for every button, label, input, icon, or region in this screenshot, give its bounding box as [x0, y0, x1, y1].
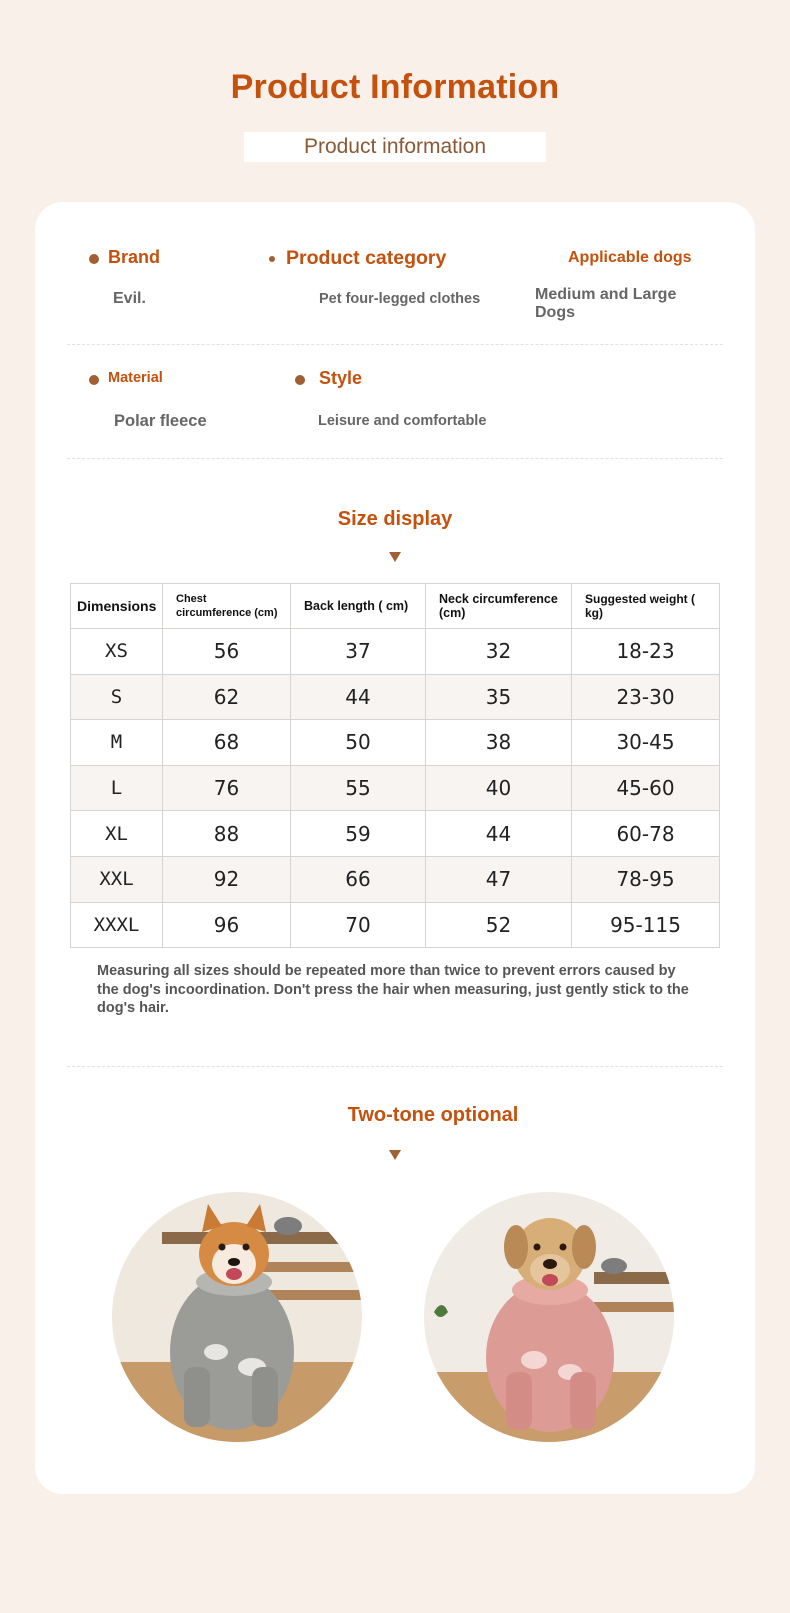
material-label: Material — [108, 370, 163, 386]
weight-cell: 23-30 — [572, 674, 720, 720]
chest-cell: 68 — [163, 720, 291, 766]
table-header: Chest circumference (cm) — [163, 584, 291, 629]
neck-cell: 38 — [426, 720, 572, 766]
material-value: Polar fleece — [114, 412, 207, 430]
table-header: Suggested weight ( kg) — [572, 584, 720, 629]
style-label: Style — [319, 368, 363, 388]
bullet-dot — [269, 256, 275, 262]
pink-dog-photo — [424, 1192, 674, 1442]
weight-cell: 60-78 — [572, 811, 720, 857]
size-cell: XL — [71, 811, 163, 857]
table-row — [71, 765, 720, 811]
applicable-dogs-label: Applicable dogs — [568, 249, 692, 266]
neck-cell: 44 — [426, 811, 572, 857]
bullet-dot — [89, 254, 99, 264]
back-length-cell: 55 — [291, 765, 426, 811]
weight-cell: 30-45 — [572, 720, 720, 766]
size-table — [70, 583, 720, 948]
table-row — [71, 811, 720, 857]
page-subtitle: Product information — [244, 132, 546, 162]
neck-cell: 32 — [426, 629, 572, 675]
brand-label: Brand — [108, 247, 161, 267]
page-title: Product Information — [230, 68, 560, 106]
chest-cell: 76 — [163, 765, 291, 811]
back-length-cell: 50 — [291, 720, 426, 766]
down-arrow-icon — [389, 1150, 401, 1160]
size-cell: XS — [71, 629, 163, 675]
chest-cell: 62 — [163, 674, 291, 720]
table-row — [71, 856, 720, 902]
style-value: Leisure and comfortable — [318, 413, 487, 429]
dashed-divider — [67, 344, 723, 345]
size-cell: XXXL — [71, 902, 163, 948]
grey-dog-photo — [112, 1192, 362, 1442]
category-value: Pet four-legged clothes — [319, 291, 481, 307]
table-header: Back length ( cm) — [291, 584, 426, 629]
neck-cell: 40 — [426, 765, 572, 811]
weight-cell: 45-60 — [572, 765, 720, 811]
size-cell: XXL — [71, 856, 163, 902]
size-cell: M — [71, 720, 163, 766]
brand-value: Evil. — [113, 290, 146, 307]
bullet-dot — [89, 375, 99, 385]
measuring-note: Measuring all sizes should be repeated more than twice to prevent errors caused by the dog's incoordination. Don't press the hair when measuring, just gently stick to the dog's hair. — [97, 963, 689, 1016]
table-row — [71, 720, 720, 766]
table-header-row — [71, 584, 720, 629]
weight-cell: 95-115 — [572, 902, 720, 948]
grey-dog-illustration — [112, 1192, 362, 1442]
bullet-dot — [295, 375, 305, 385]
table-row — [71, 902, 720, 948]
two-tone-heading: Two-tone optional — [347, 1104, 519, 1126]
chest-cell: 96 — [163, 902, 291, 948]
size-cell: L — [71, 765, 163, 811]
dashed-divider — [67, 458, 723, 459]
neck-cell: 52 — [426, 902, 572, 948]
down-arrow-icon — [389, 552, 401, 562]
product-info-card — [35, 202, 755, 1494]
chest-cell: 88 — [163, 811, 291, 857]
weight-cell: 78-95 — [572, 856, 720, 902]
applicable-dogs-value: Medium and Large Dogs — [535, 286, 677, 321]
back-length-cell: 66 — [291, 856, 426, 902]
chest-cell: 92 — [163, 856, 291, 902]
back-length-cell: 44 — [291, 674, 426, 720]
size-cell: S — [71, 674, 163, 720]
neck-cell: 35 — [426, 674, 572, 720]
back-length-cell: 37 — [291, 629, 426, 675]
back-length-cell: 70 — [291, 902, 426, 948]
weight-cell: 18-23 — [572, 629, 720, 675]
dashed-divider — [67, 1066, 723, 1067]
pink-dog-illustration — [424, 1192, 674, 1442]
table-row — [71, 674, 720, 720]
table-header: Neck circumference (cm) — [426, 584, 572, 629]
size-display-heading: Size display — [337, 508, 453, 530]
table-header: Dimensions — [71, 584, 163, 629]
category-label: Product category — [286, 247, 447, 269]
table-row — [71, 629, 720, 675]
back-length-cell: 59 — [291, 811, 426, 857]
neck-cell: 47 — [426, 856, 572, 902]
chest-cell: 56 — [163, 629, 291, 675]
